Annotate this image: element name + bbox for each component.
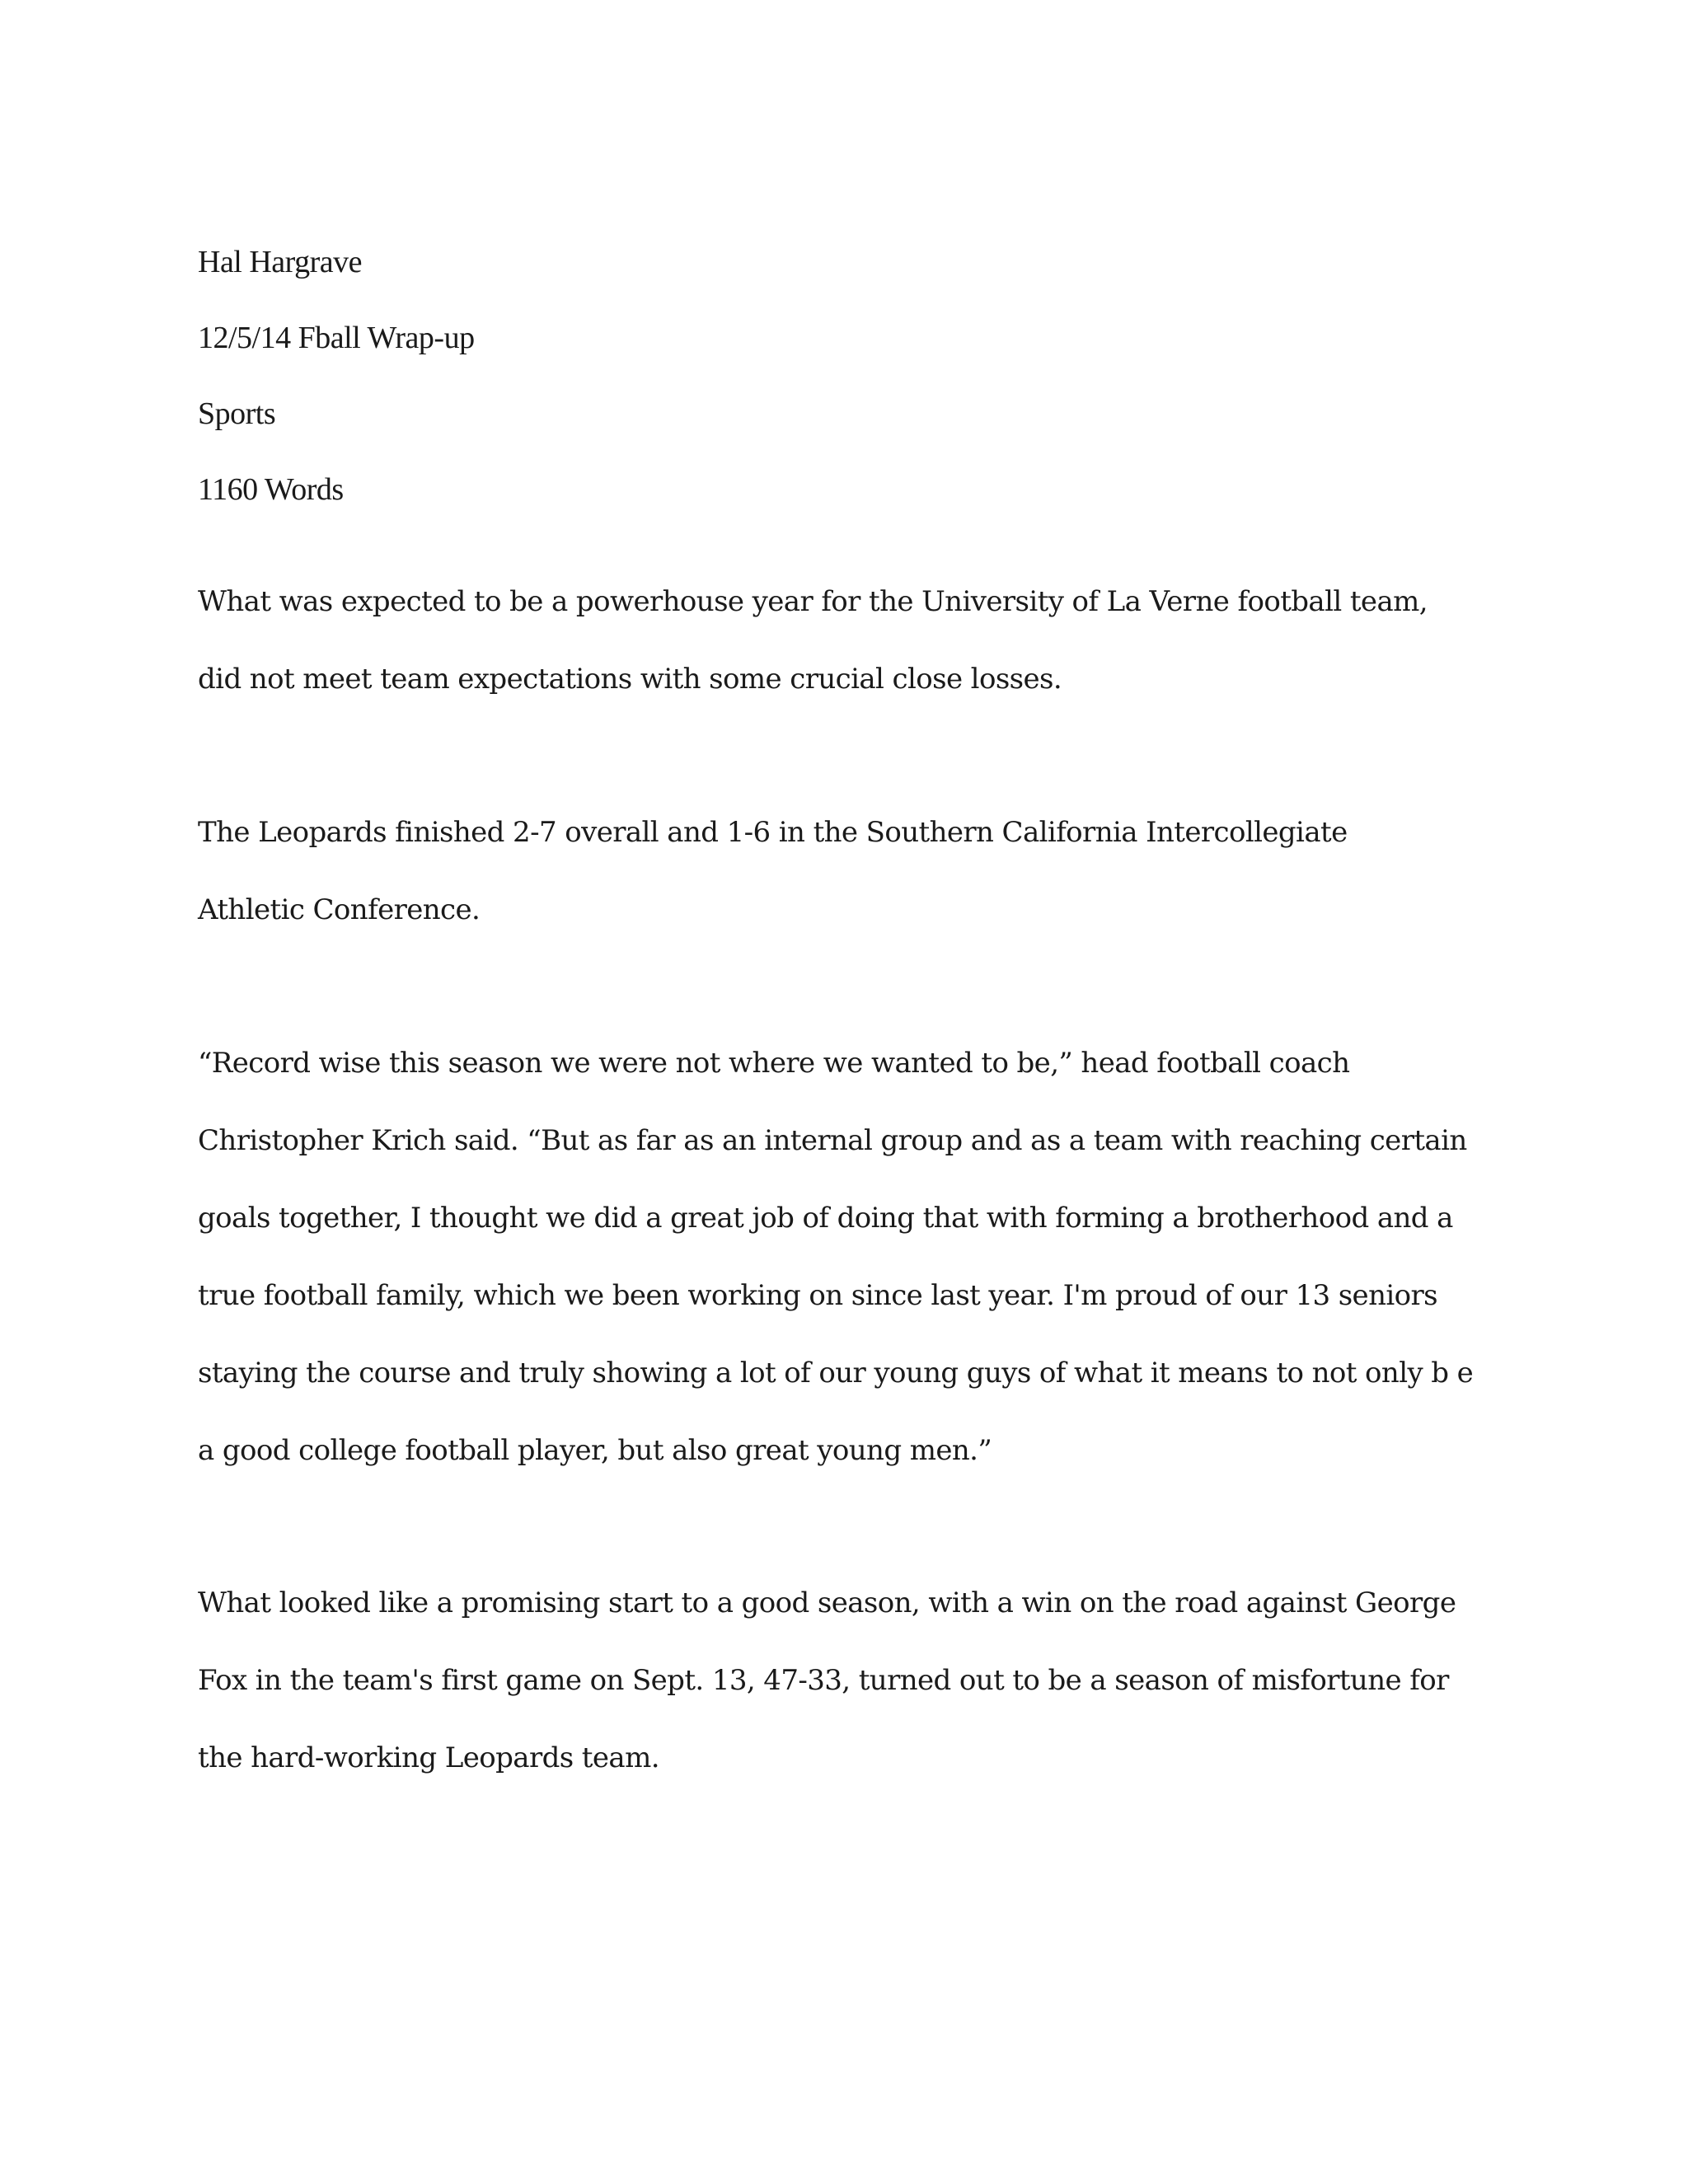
paragraph-line: What was expected to be a powerhouse year for the University of La Verne football team, — [198, 585, 1428, 618]
story-slug: 12/5/14 Fball Wrap-up — [198, 321, 475, 355]
paragraph-line: “Record wise this season we were not where we wanted to be,” head football coach — [198, 1047, 1350, 1080]
paragraph-line: true football family, which we been working on since last year. I'm proud of our 13 seniors — [198, 1279, 1438, 1312]
paragraph-line: Fox in the team's first game on Sept. 13, 47-33, turned out to be a season of misfortune for — [198, 1664, 1449, 1697]
paragraph-line: Athletic Conference. — [198, 893, 481, 926]
paragraph-line: The Leopards finished 2-7 overall and 1-6 in the Southern California Intercollegiate — [198, 816, 1348, 849]
paragraph-line: goals together, I thought we did a great job of doing that with forming a brotherhood and a — [198, 1202, 1453, 1235]
paragraph-line: did not meet team expectations with some crucial close losses. — [198, 663, 1062, 696]
paragraph-line: staying the course and truly showing a lot of our young guys of what it means to not only b e — [198, 1357, 1474, 1390]
paragraph-line: What looked like a promising start to a good season, with a win on the road against George — [198, 1586, 1456, 1619]
paragraph-line: a good college football player, but also great young men.” — [198, 1434, 992, 1467]
author-name: Hal Hargrave — [198, 245, 363, 279]
paragraph-line: the hard-working Leopards team. — [198, 1741, 659, 1774]
section-name: Sports — [198, 396, 276, 431]
paragraph-line: Christopher Krich said. “But as far as an internal group and as a team with reaching certain — [198, 1124, 1467, 1157]
word-count: 1160 Words — [198, 472, 344, 507]
